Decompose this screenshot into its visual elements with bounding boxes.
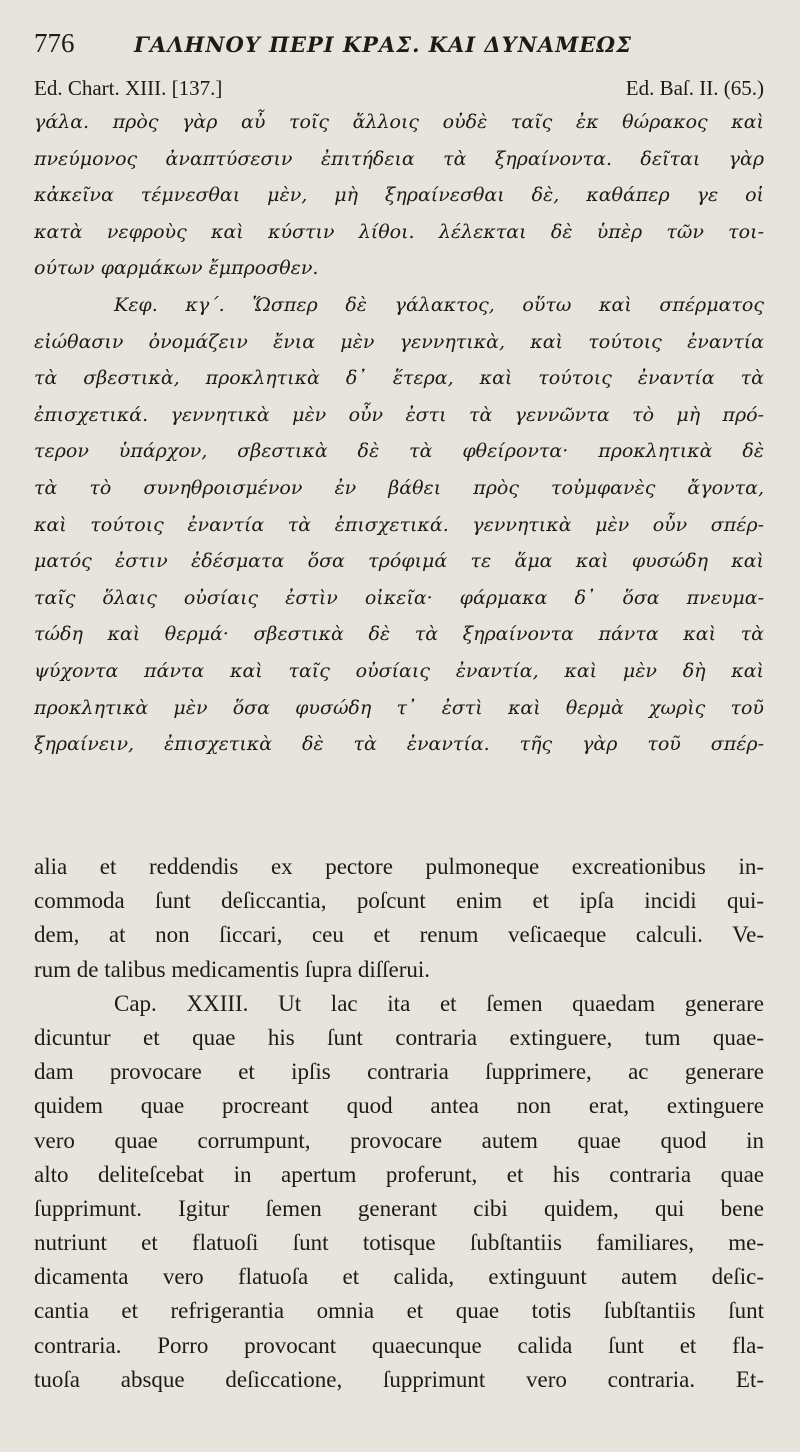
greek-line: πνεύμονος ἀναπτύσεσιν ἐπιτήδεια τὰ ξηραίνοντα. δεῖται γὰρ — [34, 147, 764, 170]
greek-line: καὶ τούτοις ἐναντία τὰ ἐπισχετικά. γεννητικὰ μὲν οὖν σπέρ- — [34, 513, 764, 536]
latin-line: dam provocare et ipſis contraria ſupprimere, ac generare — [34, 1059, 764, 1085]
greek-chapter-heading-line: Κεφ. κγ΄. Ὥσπερ δὲ γάλακτος, οὕτω καὶ σπέρματος — [114, 293, 764, 316]
greek-line: ταῖς ὅλαις οὐσίαις ἐστὶν οἰκεῖα· φάρμακα δ᾽ ὅσα πνευμα- — [34, 586, 764, 609]
latin-line: quidem quae procreant quod antea non erat, extinguere — [34, 1093, 764, 1119]
greek-line: τερον ὑπάρχον, σβεστικὰ δὲ τὰ φθείροντα· προκλητικὰ δὲ — [34, 440, 764, 463]
latin-line: contraria. Porro provocant quaecunque calida ſunt et fla- — [34, 1332, 764, 1358]
greek-line: τὰ τὸ συνηθροισμένον ἐν βάθει πρὸς τοὐμφανὲς ἄγοντα, — [34, 476, 764, 499]
page-number: 776 — [34, 28, 75, 58]
greek-line: εἰώθασιν ὀνομάζειν ἔνια μὲν γεννητικὰ, καὶ τούτοις ἐναντία — [34, 330, 764, 353]
latin-line: dicuntur et quae his ſunt contraria extinguere, tum quae- — [34, 1024, 764, 1050]
latin-line: dem, at non ſiccari, ceu et renum veſicaeque calculi. Ve- — [34, 922, 764, 948]
latin-line: vero quae corrumpunt, provocare autem quae quod in — [34, 1127, 764, 1153]
edition-chartier: Ed. Chart. XIII. [137.] — [34, 76, 223, 100]
greek-line: ούτων φαρμάκων ἔμπροσθεν. — [34, 257, 319, 280]
greek-line: ψύχοντα πάντα καὶ ταῖς οὐσίαις ἐναντία, καὶ μὲν δὴ καὶ — [34, 659, 764, 682]
latin-text — [34, 850, 764, 1397]
greek-line: τὰ σβεστικὰ, προκλητικὰ δ᾽ ἕτερα, καὶ τούτοις ἐναντία τὰ — [34, 367, 764, 390]
latin-line: ſupprimunt. Igitur ſemen generant cibi quidem, qui bene — [34, 1195, 764, 1221]
greek-line: γάλα. πρὸς γὰρ αὖ τοῖς ἄλλοις οὐδὲ ταῖς ἐκ θώρακος καὶ — [34, 111, 764, 133]
greek-line: προκλητικὰ μὲν ὅσα φυσώδη τ᾽ ἐστὶ καὶ θερμὰ χωρὶς τοῦ — [34, 696, 764, 719]
latin-line: alia et reddendis ex pectore pulmoneque excreationibus in- — [34, 854, 764, 879]
greek-text — [34, 104, 764, 763]
latin-chapter-heading-line: Cap. XXIII. Ut lac ita et ſemen quaedam generare — [114, 990, 764, 1016]
latin-line: alto deliteſcebat in apertum proferunt, et his contraria quae — [34, 1161, 764, 1187]
latin-line: tuoſa absque deſiccatione, ſupprimunt vero contraria. Et- — [34, 1366, 764, 1392]
latin-line: dicamenta vero flatuoſa et calida, extinguunt autem deſic- — [34, 1264, 764, 1290]
greek-line: τώδη καὶ θερμά· σβεστικὰ δὲ τὰ ξηραίνοντα πάντα καὶ τὰ — [34, 623, 764, 646]
latin-line: cantia et refrigerantia omnia et quae totis ſubſtantiis ſunt — [34, 1298, 764, 1324]
running-title: ΓΑΛΗΝΟΥ ΠΕΡΙ ΚΡΑΣ. ΚΑΙ ΔΥΝΑΜΕΩΣ — [134, 32, 632, 57]
greek-line: κἀκεῖνα τέμνεσθαι μὲν, μὴ ξηραίνεσθαι δὲ, καθάπερ γε οἱ — [34, 184, 764, 207]
greek-line: ξηραίνειν, ἐπισχετικὰ δὲ τὰ ἐναντία. τῆς γὰρ τοῦ σπέρ- — [34, 733, 764, 756]
greek-line: ἐπισχετικά. γεννητικὰ μὲν οὖν ἐστι τὰ γεννῶντα τὸ μὴ πρό- — [34, 403, 764, 426]
greek-line: κατὰ νεφροὺς καὶ κύστιν λίθοι. λέλεκται δὲ ὑπὲρ τῶν τοι- — [34, 220, 764, 243]
greek-line: ματός ἐστιν ἐδέσματα ὅσα τρόφιμά τε ἅμα καὶ φυσώδη καὶ — [34, 550, 764, 573]
running-head — [34, 28, 774, 72]
edition-line — [34, 76, 764, 102]
latin-line: nutriunt et flatuoſi ſunt totisque ſubſtantiis familiares, me- — [34, 1230, 764, 1256]
latin-line: rum de talibus medicamentis ſupra diſſerui. — [34, 956, 431, 982]
edition-basel: Ed. Baſ. II. (65.) — [625, 76, 764, 100]
latin-line: commoda ſunt deſiccantia, poſcunt enim et ipſa incidi qui- — [34, 888, 764, 914]
